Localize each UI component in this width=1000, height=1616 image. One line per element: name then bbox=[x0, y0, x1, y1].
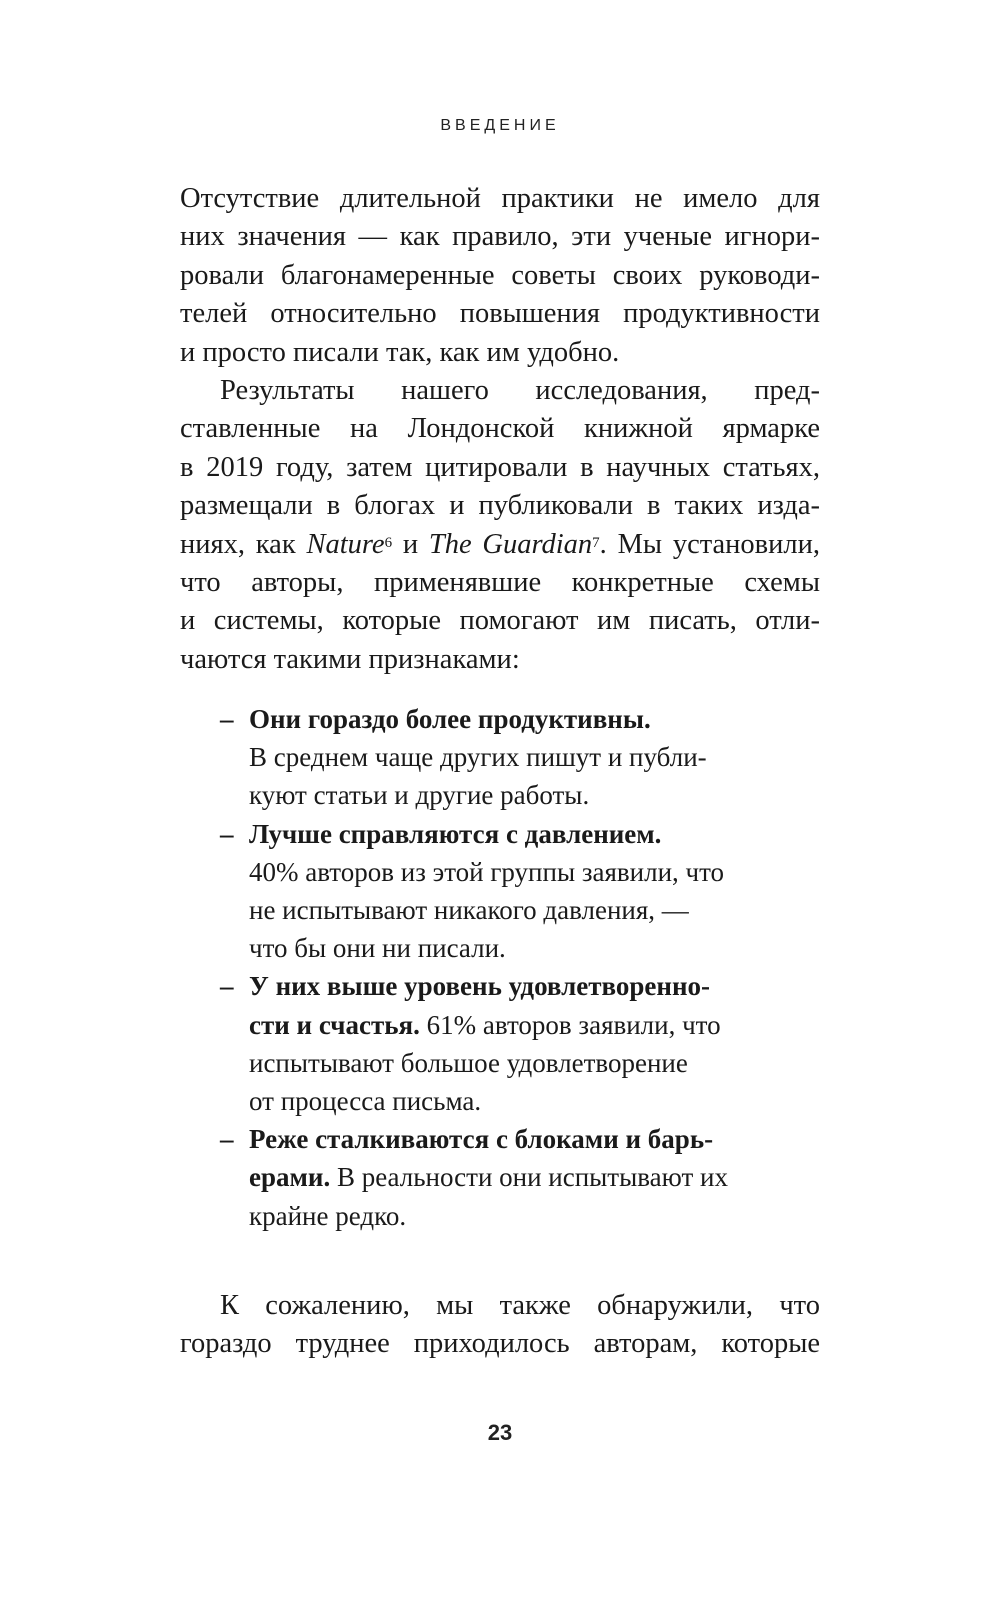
text-line: телей относительно повышения продуктивности bbox=[180, 298, 820, 330]
list-item bbox=[220, 1120, 820, 1235]
dash-bullet-icon: – bbox=[220, 971, 234, 1002]
text-line: Результаты нашего исследования, пред- bbox=[220, 375, 820, 406]
running-head: ВВЕДЕНИЕ bbox=[440, 117, 560, 134]
list-item-heading-end: сти и счастья. bbox=[249, 1009, 420, 1040]
list-item bbox=[220, 967, 820, 1120]
list-item-heading: Реже сталкиваются с блоками и барь- bbox=[249, 1124, 714, 1155]
text-line bbox=[249, 1006, 820, 1044]
text-line: что авторы, применявшие конкретные схемы bbox=[180, 567, 820, 599]
page-number: 23 bbox=[487, 1420, 513, 1445]
text-line: в 2019 году, затем цитировали в научных статьях, bbox=[180, 451, 820, 483]
text-line: что бы они ни писали. bbox=[249, 933, 506, 964]
text-line: В среднем чаще других пишут и публи- bbox=[249, 742, 707, 773]
footnote-marker-6: 6 bbox=[384, 534, 393, 551]
text-line: К сожалению, мы также обнаружили, что bbox=[220, 1290, 820, 1321]
text-line: 40% авторов из этой группы заявили, что bbox=[249, 856, 725, 887]
text-line: размещали в блогах и публиковали в таких изда- bbox=[180, 490, 820, 522]
dash-bullet-icon: – bbox=[220, 704, 234, 734]
list-item-heading-end: ерами. bbox=[249, 1162, 331, 1193]
list-item bbox=[220, 815, 820, 968]
citation-nature: Nature bbox=[306, 528, 385, 560]
dash-bullet-icon: – bbox=[220, 818, 234, 849]
text-fragment: В реальности они испытывают их bbox=[330, 1162, 728, 1193]
list-item-heading: У них выше уровень удовлетворенно- bbox=[249, 971, 711, 1002]
text-line: них значения — как правило, эти ученые игнори- bbox=[180, 221, 820, 253]
text-line: гораздо труднее приходилось авторам, которые bbox=[180, 1328, 820, 1360]
footnote-marker-7: 7 bbox=[592, 534, 600, 551]
text-line: Отсутствие длительной практики не имело для bbox=[180, 183, 820, 214]
paragraph-3 bbox=[180, 1287, 820, 1364]
paragraph-1 bbox=[180, 180, 820, 372]
text-line: куют статьи и другие работы. bbox=[249, 780, 590, 811]
findings-list bbox=[220, 700, 820, 1235]
text-line: от процесса письма. bbox=[249, 1086, 482, 1117]
dash-bullet-icon: – bbox=[220, 1124, 234, 1155]
list-item-heading: Лучше справляются с давлением. bbox=[249, 818, 662, 849]
text-line: испытывают большое удовлетворение bbox=[249, 1047, 688, 1078]
text-line: чаются такими признаками: bbox=[180, 643, 520, 675]
citation-the-guardian: The Guardian bbox=[428, 528, 593, 560]
list-item bbox=[220, 700, 820, 815]
text-line: ровали благонамеренные советы своих руководи- bbox=[180, 259, 820, 291]
text-line bbox=[249, 1158, 820, 1196]
paragraph-2 bbox=[180, 372, 820, 679]
text-fragment: ниях, как bbox=[180, 528, 307, 560]
text-fragment: 61% авторов заявили, что bbox=[419, 1009, 721, 1040]
text-line: и просто писали так, как им удобно. bbox=[180, 336, 620, 368]
text-fragment: и bbox=[392, 528, 429, 560]
text-line-with-citations bbox=[180, 526, 820, 564]
text-fragment: . Мы установили, bbox=[599, 528, 820, 560]
text-line: ставленные на Лондонской книжной ярмарке bbox=[180, 413, 820, 445]
text-line: не испытывают никакого давления, — bbox=[249, 895, 689, 926]
list-item-heading: Они гораздо более продуктивны. bbox=[249, 704, 651, 734]
text-line: и системы, которые помогают им писать, отли- bbox=[180, 605, 820, 637]
text-line: крайне редко. bbox=[249, 1200, 407, 1231]
